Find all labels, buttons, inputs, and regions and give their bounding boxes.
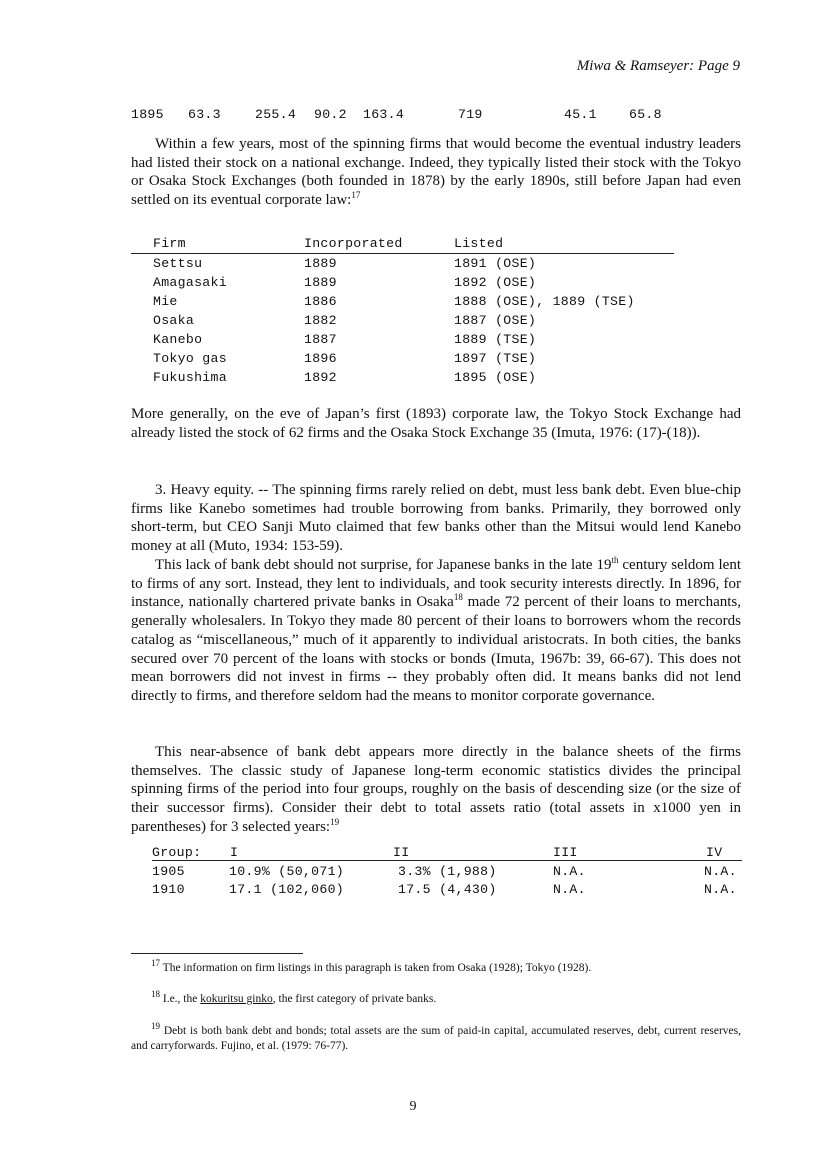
table-cell: Fukushima	[153, 370, 227, 385]
table-cell: 1910	[152, 882, 185, 897]
column-header-firm: Firm	[153, 236, 186, 251]
table-cell: Settsu	[153, 256, 203, 271]
paragraph-3	[131, 481, 741, 556]
table-cell: Kanebo	[153, 332, 203, 347]
paragraph-1	[131, 135, 741, 210]
table-cell: 17.1 (102,060)	[229, 882, 344, 897]
footnote-17	[131, 958, 741, 976]
footnote-text: I.e., the	[160, 993, 201, 1005]
paragraph-text: century seldom lent to firms of any sort. Instead, they lent to individuals, and took security interests directly. In 1896, for instance, nationally chartered private banks in Osaka	[131, 557, 741, 611]
table-cell: 1882	[304, 313, 337, 328]
table-cell: 1889	[304, 275, 337, 290]
page-number: 9	[409, 1099, 417, 1114]
paragraph-text: This near-absence of bank debt appears more directly in the balance sheets of the firms themselves. The classic study of Japanese long-term economic statistics divides the principal spinning firms of the period into four groups, roughly on the basis of descending size (or the size of their successor firms). Consider their debt to total assets ratio (total assets in x1000 yen in parentheses) for 3 selected years:	[131, 744, 741, 835]
column-header-incorporated: Incorporated	[304, 236, 403, 251]
superscript: th	[611, 555, 619, 565]
footnote-text: , the first category of private banks.	[272, 993, 437, 1005]
column-header: IV	[706, 845, 723, 860]
table-cell: 1895	[131, 107, 164, 122]
table-cell: 1886	[304, 294, 337, 309]
table-cell: 3.3% (1,988)	[398, 864, 497, 879]
column-header: II	[393, 845, 410, 860]
column-header-listed: Listed	[454, 236, 504, 251]
table-cell: 1892	[304, 370, 337, 385]
table-cell: 90.2	[314, 107, 347, 122]
column-header: III	[553, 845, 578, 860]
footnote-text: Debt is both bank debt and bonds; total assets are the sum of paid-in capital, accumulated reserves, debt, current reserves, and carryforwards. Fujino, et al. (1979: 76-77).	[131, 1025, 741, 1052]
table-cell: Amagasaki	[153, 275, 227, 290]
paragraph-text: made 72 percent of their loans to merchants, generally wholesalers. In Tokyo they made 80 percent of their loans to borrowers whom the records catalog as “miscellaneous,” much of it apparently to individual aristocrats. In both cities, the banks secured over 70 percent of the loans with stocks or bonds (Imuta, 1967b: 39, 66-67). This does not mean borrowers did not invest in firms -- they probably often did. It means banks did not lend directly to firms, and therefore seldom had the means to monitor corporate governance.	[131, 594, 741, 704]
footnote-18	[131, 989, 741, 1007]
footnote-number: 18	[151, 989, 160, 1000]
paragraph-4	[131, 556, 741, 706]
table-cell: N.A.	[553, 882, 586, 897]
footnote-ref: 19	[330, 816, 340, 827]
table-cell: 719	[458, 107, 483, 122]
footnote-19	[131, 1021, 741, 1054]
table-cell: 1897 (TSE)	[454, 351, 537, 366]
table-rule	[152, 860, 742, 861]
table-cell: 1887 (OSE)	[454, 313, 537, 328]
table-cell: 1891 (OSE)	[454, 256, 537, 271]
table-cell: 1888 (OSE), 1889 (TSE)	[454, 294, 635, 309]
table-cell: 1905	[152, 864, 185, 879]
footnote-number: 19	[151, 1021, 160, 1032]
table-cell: N.A.	[553, 864, 586, 879]
table-cell: 1889 (TSE)	[454, 332, 537, 347]
footnote-ref: 18	[453, 592, 463, 603]
paragraph-text: This lack of bank debt should not surprise, for Japanese banks in the late 19	[155, 557, 612, 573]
table-cell: 65.8	[629, 107, 662, 122]
footnote-separator	[131, 953, 303, 954]
table-cell: 45.1	[564, 107, 597, 122]
paragraph-text: Within a few years, most of the spinning firms that would become the eventual industry leaders had listed their stock on a national exchange. Indeed, they typically listed their stock with the Tokyo or Osaka Stock Exchanges (both founded in 1878) by the early 1890s, still before Japan had even settled on its eventual corporate law:	[131, 136, 741, 209]
footnote-term: kokuritsu ginko	[200, 993, 273, 1005]
footnote-text: The information on firm listings in this paragraph is taken from Osaka (1928); Tokyo (1928).	[160, 962, 592, 974]
table-cell: 1892 (OSE)	[454, 275, 537, 290]
table-cell: 1889	[304, 256, 337, 271]
table-cell: 63.3	[188, 107, 221, 122]
column-header: I	[230, 845, 239, 860]
footnote-ref: 17	[351, 190, 361, 201]
table-cell: N.A.	[704, 882, 737, 897]
table-cell: 255.4	[255, 107, 297, 122]
table-cell: N.A.	[704, 864, 737, 879]
table-cell: 163.4	[363, 107, 405, 122]
paragraph-5	[131, 743, 741, 837]
table-cell: Mie	[153, 294, 178, 309]
table-cell: 1895 (OSE)	[454, 370, 537, 385]
table-cell: Osaka	[153, 313, 195, 328]
column-header: Group:	[152, 845, 202, 860]
table-cell: 17.5 (4,430)	[398, 882, 497, 897]
running-head: Miwa & Ramseyer: Page 9	[576, 58, 740, 74]
table-cell: 10.9% (50,071)	[229, 864, 344, 879]
paragraph-2: More generally, on the eve of Japan’s first (1893) corporate law, the Tokyo Stock Exchange had already listed the stock of 62 firms and the Osaka Stock Exchange 35 (Imuta, 1976: (17)-(18)).	[131, 406, 741, 441]
paragraph-text: 3. Heavy equity. -- The spinning firms rarely relied on debt, must less bank debt. Even blue-chip firms like Kanebo sometimes had trouble borrowing from banks. Primarily, they borrowed only short-term, but CEO Sanji Muto claimed that few banks other than the Mitsui would lend Kanebo money at all (Muto, 1934: 153-59).	[131, 482, 741, 555]
table-cell: 1887	[304, 332, 337, 347]
table-cell: 1896	[304, 351, 337, 366]
footnote-number: 17	[151, 958, 160, 969]
table-rule	[131, 253, 674, 254]
table-cell: Tokyo gas	[153, 351, 227, 366]
